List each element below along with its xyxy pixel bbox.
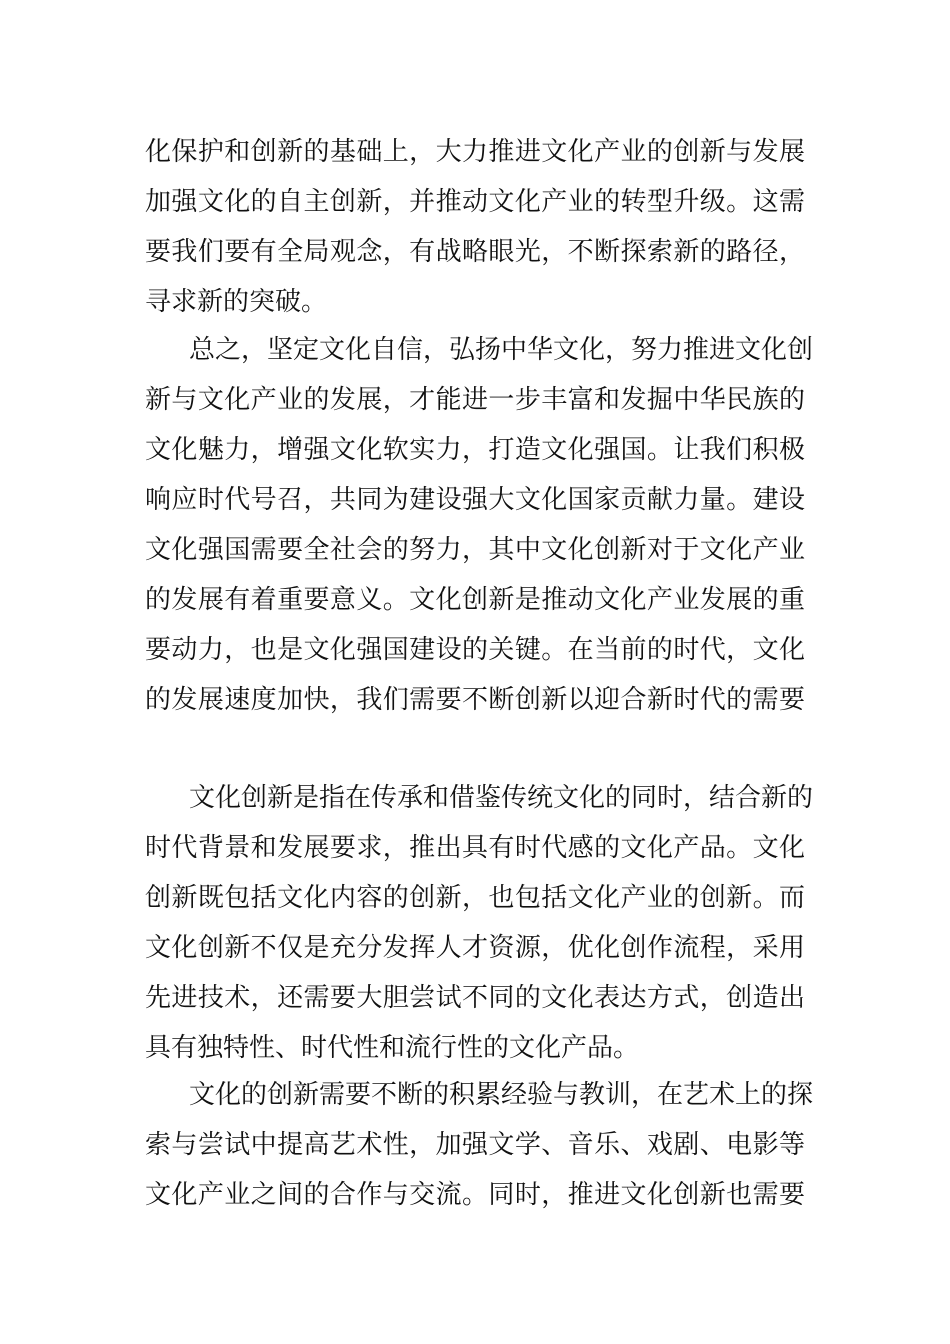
text-line: 新与文化产业的发展，才能进一步丰富和发掘中华民族的	[145, 385, 805, 415]
text-line: 创新既包括文化内容的创新，也包括文化产业的创新。而	[145, 883, 805, 913]
text-line: 先进技术，还需要大胆尝试不同的文化表达方式，创造出	[145, 983, 805, 1013]
text-line: 化保护和创新的基础上，大力推进文化产业的创新与发展	[145, 137, 805, 167]
text-line: 寻求新的突破。	[145, 287, 328, 317]
text-line: 文化产业之间的合作与交流。同时，推进文化创新也需要	[145, 1180, 805, 1210]
paragraph-4	[145, 1070, 814, 1220]
text-line: 索与尝试中提高艺术性，加强文学、音乐、戏剧、电影等	[145, 1130, 805, 1160]
text-line: 文化强国需要全社会的努力，其中文化创新对于文化产业	[145, 535, 805, 565]
text-line: 加强文化的自主创新，并推动文化产业的转型升级。这需	[145, 187, 805, 217]
text-line: 要动力，也是文化强国建设的关键。在当前的时代，文化	[145, 635, 805, 665]
text-line: 文化创新不仅是充分发挥人才资源，优化创作流程，采用	[145, 933, 805, 963]
text-line: 的发展有着重要意义。文化创新是推动文化产业发展的重	[145, 585, 805, 615]
paragraph-1	[145, 127, 805, 327]
text-line: 具有独特性、时代性和流行性的文化产品。	[145, 1033, 640, 1063]
text-line: 总之，坚定文化自信，弘扬中华文化，努力推进文化创	[189, 335, 814, 365]
text-line: 文化魅力，增强文化软实力，打造文化强国。让我们积极	[145, 435, 805, 465]
text-line: 响应时代号召，共同为建设强大文化国家贡献力量。建设	[145, 485, 805, 515]
paragraph-2	[145, 325, 814, 725]
text-line: 文化创新是指在传承和借鉴传统文化的同时，结合新的	[189, 783, 814, 813]
text-line: 时代背景和发展要求，推出具有时代感的文化产品。文化	[145, 833, 805, 863]
text-line: 文化的创新需要不断的积累经验与教训，在艺术上的探	[189, 1080, 814, 1110]
text-line: 的发展速度加快，我们需要不断创新以迎合新时代的需要	[145, 685, 805, 715]
text-line: 要我们要有全局观念，有战略眼光，不断探索新的路径，	[145, 237, 805, 267]
paragraph-3	[145, 773, 814, 1073]
